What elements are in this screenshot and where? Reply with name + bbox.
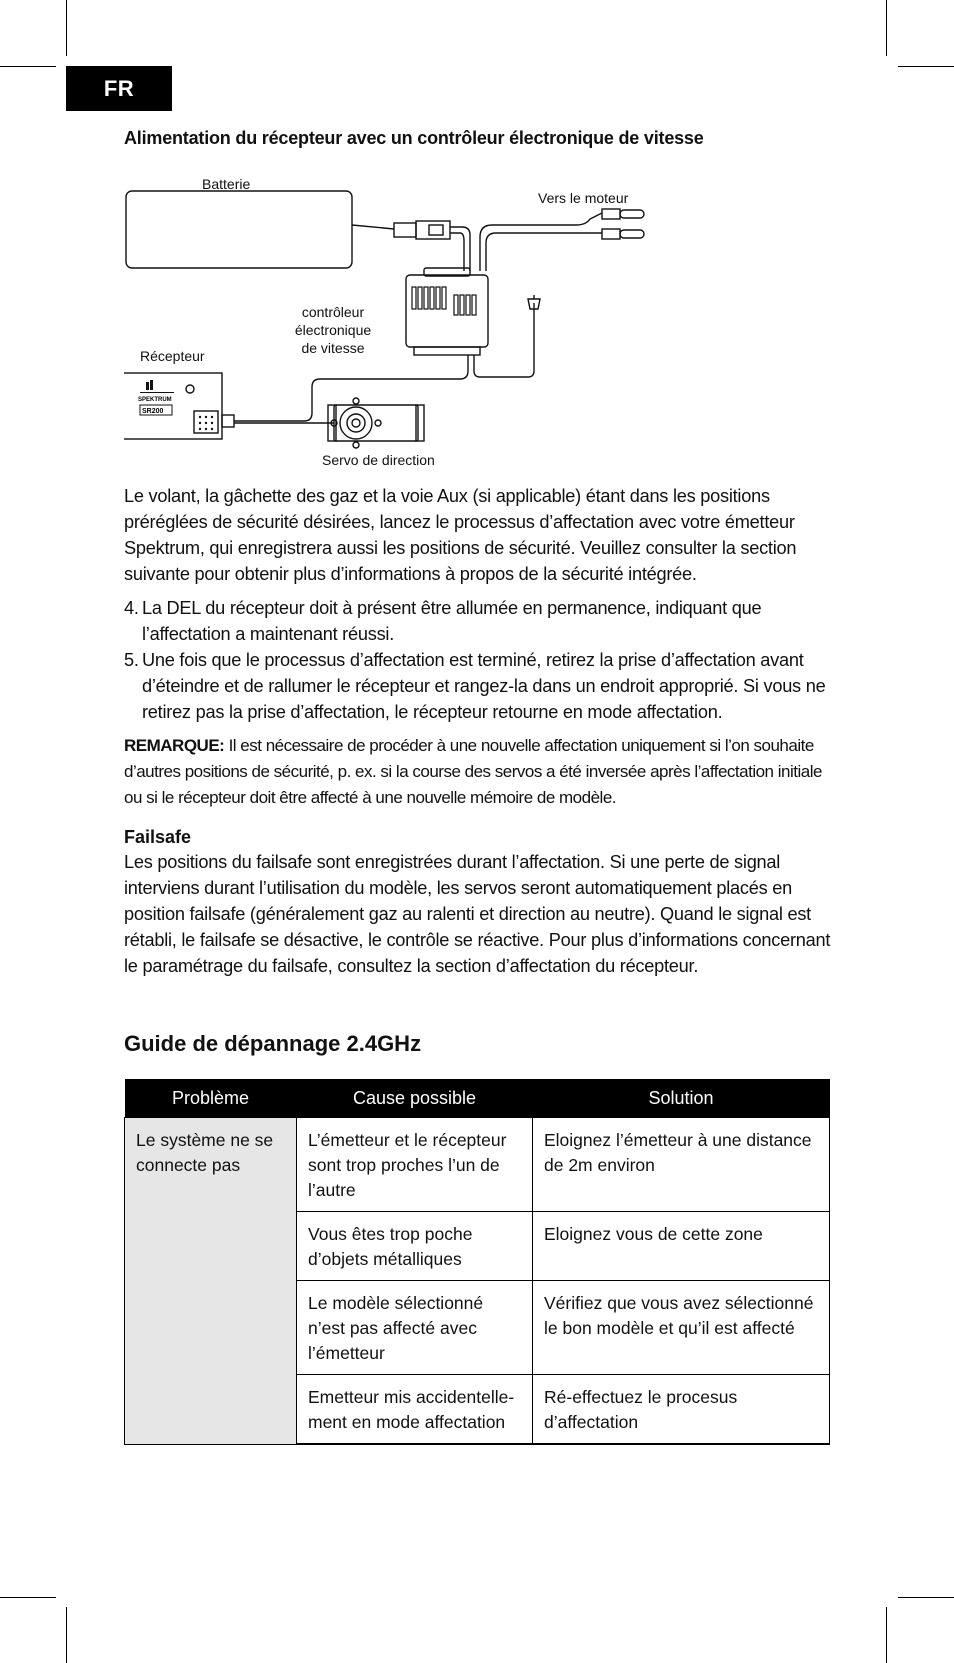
step-number: 4. [124, 598, 139, 618]
table-row [125, 1118, 830, 1212]
motor-label: Vers le moteur [538, 190, 629, 206]
column-header: Cause possible [297, 1079, 533, 1118]
section-title: Alimentation du récepteur avec un contrôleur électronique de vitesse [124, 128, 704, 148]
cause-cell: Vous êtes trop poche d’objets métalliques [297, 1212, 533, 1281]
column-header: Solution [533, 1079, 830, 1118]
list-item [124, 595, 832, 647]
failsafe-heading: Failsafe [124, 827, 192, 847]
crop-mark [886, 1607, 887, 1663]
troubleshooting-table [124, 1079, 830, 1445]
language-tab: FR [66, 66, 172, 111]
receiver-model-text: SR200 [142, 408, 164, 415]
esc-label-line1: contrôleur électronique [294, 304, 372, 338]
cause-cell: Le modèle sélectionné n’est pas affecté avec l’émetteur [297, 1281, 533, 1375]
column-header: Problème [125, 1079, 297, 1118]
receiver-shape [124, 373, 222, 439]
wiring-diagram-illustration [124, 153, 832, 471]
esc-label [264, 303, 402, 357]
battery-shape [126, 191, 352, 268]
crop-mark [0, 66, 56, 67]
list-item [124, 647, 832, 725]
crop-mark [886, 0, 887, 56]
solution-cell: Eloignez vous de cette zone [533, 1212, 830, 1281]
crop-mark [898, 1597, 954, 1598]
servo-label: Servo de direction [322, 452, 435, 468]
battery-label: Batterie [202, 176, 251, 192]
receiver-label: Récepteur [140, 348, 205, 364]
crop-mark [66, 0, 67, 56]
step-text: Une fois que le processus d’affectation est terminé, retirez la prise d’affectation avant d’éteindre et de rallumer le récepteur et rangez-la dans un endroit approprié. Si vous ne retirez pas la prise d’affectation, le récepteur retourne en mode affectation. [142, 650, 826, 722]
cause-cell: L’émetteur et le récepteur sont trop proches l’un de l’autre [297, 1118, 533, 1212]
intro-paragraph: Le volant, la gâchette des gaz et la voie Aux (si applicable) étant dans les positions préréglées de sécurité désirées, lancez le processus d’affectation avec votre émetteur Spektrum, qui enregistrera aussi les positions de sécurité. Veuillez consulter la section suivante pour obtenir plus d’informations à propos de la sécurité intégrée. [124, 486, 797, 584]
solution-cell: Ré-effectuez le procesus d’affectation [533, 1375, 830, 1445]
steps-list [124, 595, 832, 725]
step-text: La DEL du récepteur doit à présent être allumée en permanence, indiquant que l’affectation a maintenant réussi. [142, 598, 762, 644]
note-text: Il est nécessaire de procéder à une nouvelle affectation uniquement si l’on souhaite d’autres positions de sécurité, p. ex. si la course des servos a été inversée après l’affectation initiale ou si le récepteur doit être affecté à une nouvelle mémoire de modèle. [124, 736, 822, 807]
table-header-row [125, 1079, 830, 1118]
troubleshooting-title: Guide de dépannage 2.4GHz [124, 1031, 422, 1056]
esc-label-line2: de vitesse [301, 340, 365, 356]
note-label: REMARQUE: [124, 736, 225, 755]
note-paragraph [124, 733, 832, 811]
crop-mark [66, 1607, 67, 1663]
crop-mark [898, 66, 954, 67]
problem-cell: Le système ne se connecte pas [125, 1118, 297, 1445]
page-content [124, 128, 832, 1445]
wiring-diagram [124, 153, 832, 471]
solution-cell: Vérifiez que vous avez sélectionné le bon modèle et qu’il est affecté [533, 1281, 830, 1375]
receiver-brand-text: SPEKTRUM [138, 397, 172, 403]
failsafe-paragraph: Les positions du failsafe sont enregistrées durant l’affectation. Si une perte de signal interviens durant l’utilisation du modèle, les servos seront automatiquement placés en position failsafe (généralement gaz au ralenti et direction au neutre). Quand le signal est rétabli, le failsafe se désactive, le contrôle se réactive. Pour plus d’informations concernant le paramétrage du failsafe, consultez la section d’affectation du récepteur. [124, 852, 831, 976]
crop-mark [0, 1597, 56, 1598]
solution-cell: Eloignez l’émetteur à une distance de 2m environ [533, 1118, 830, 1212]
cause-cell: Emetteur mis accidentelle-ment en mode affectation [297, 1375, 533, 1445]
step-number: 5. [124, 650, 139, 670]
